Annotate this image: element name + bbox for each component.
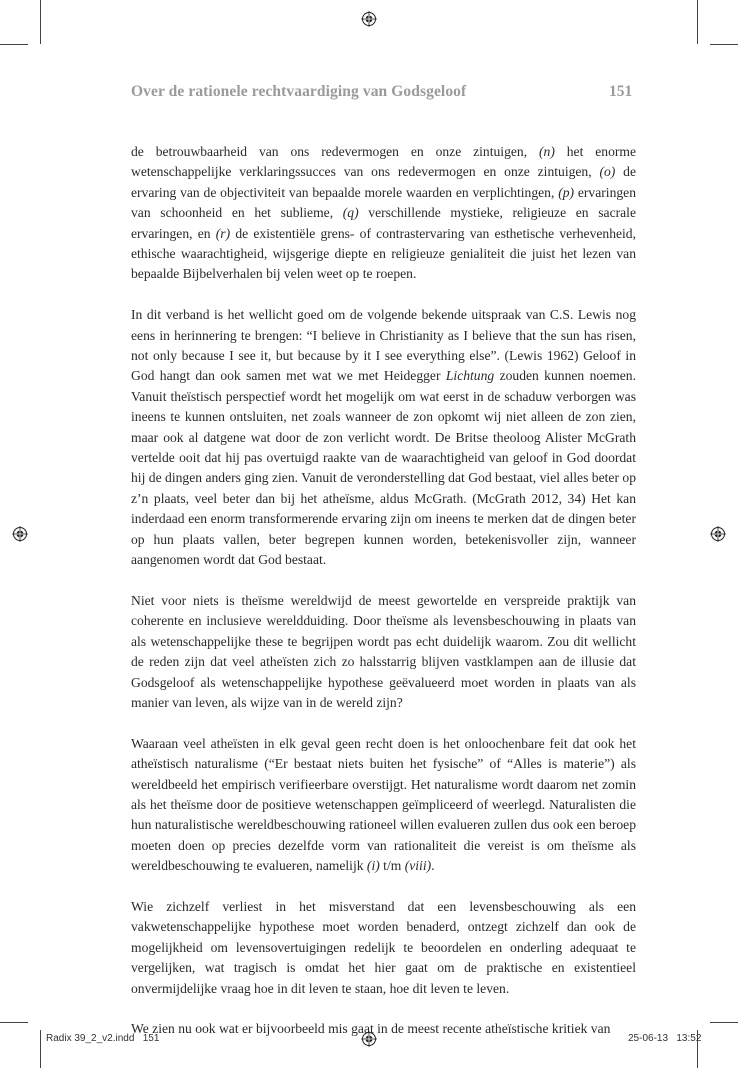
paragraph: Niet voor niets is theïsme wereldwijd de meest gewortelde en verspreide praktijk van coherente en inclusieve wereldduiding. Door theïsme als levensbeschouwing in plaats van als wetenschappelijke these te begrijpen wordt pas echt duidelijk waarom. Zou dit wellicht de reden zijn dat veel atheïsten zich zo halsstarrig blijven vastklampen aan de illusie dat Godsgeloof als wetenschappelijke hypothese geëvalueerd moet worden in plaats van als manier van leven, als wijze van in de wereld zijn? bbox=[131, 592, 636, 710]
crop-mark bbox=[0, 44, 28, 45]
registration-mark-icon bbox=[361, 11, 377, 27]
crop-mark bbox=[0, 1022, 28, 1023]
page-number: 151 bbox=[609, 83, 633, 100]
registration-mark-icon bbox=[710, 526, 726, 542]
crop-mark bbox=[710, 44, 738, 45]
crop-mark bbox=[40, 0, 41, 44]
body-text bbox=[131, 142, 636, 1040]
crop-mark bbox=[697, 0, 698, 44]
crop-mark bbox=[40, 1030, 41, 1068]
paragraph: de betrouwbaarheid van ons redevermogen en onze zintuigen, (n) het enorme wetenschappelijke verklaringssucces van ons redevermogen en onze zintuigen, (o) de ervaring van de objectiviteit van bepaalde morele waarden en verplichtingen, (p) ervaringen van schoonheid en het sublieme, (q) verschillende mystieke, religieuze en sacrale ervaringen, en (r) de existentiële grens- of contrastervaring van esthetische verhevenheid, ethische waarachtigheid, wijsgerige diepte en religieuze genialiteit die juist het lezen van bepaalde Bijbelverhalen bij velen weet op te roepen. bbox=[131, 144, 636, 282]
slug-timestamp: 25-06-13 13:52 bbox=[628, 1033, 702, 1044]
running-header-title: Over de rationele rechtvaardiging van Godsgeloof bbox=[131, 83, 467, 100]
paragraph: In dit verband is het wellicht goed om de volgende bekende uitspraak van C.S. Lewis nog eens in herinnering te brengen: “I believe in Christianity as I believe that the sun has risen, not only because I see it, but because by it I see everything else”. (Lewis 1962) Geloof in God hangt dan ook samen met wat we met Heidegger Lichtung zouden kunnen noemen. Vanuit theïstisch perspectief wordt het mogelijk om wat eerst in de schaduw verborgen was ineens te kunnen ontsluiten, net zoals wanneer de zon opkomt wij niet alleen de zon zien, maar ook al datgene wat door de zon verlicht wordt. De Britse theoloog Alister McGrath vertelde ooit dat hij pas overtuigd raakte van de waarachtigheid van geloof in God doordat hij de dingen anders ging zien. Vanuit de veronderstelling dat God bestaat, viel alles beter op z’n plaats, veel beter dan bij het atheïsme, aldus McGrath. (McGrath 2012, 34) Het kan inderdaad een enorm transformerende ervaring zijn om ineens te merken dat de dingen beter op hun plaats vallen, beter begrepen kunnen worden, betekenisvoller zijn, wanneer aangenomen wordt dat God bestaat. bbox=[131, 307, 636, 568]
crop-mark bbox=[710, 1022, 738, 1023]
registration-mark-icon bbox=[12, 526, 28, 542]
slug-filename: Radix 39_2_v2.indd 151 bbox=[46, 1033, 160, 1044]
paragraph: Waaraan veel atheïsten in elk geval geen recht doen is het onloochenbare feit dat ook het atheïstisch naturalisme (“Er bestaat niets buiten het fysische” of “Alles is materie”) als wereldbeeld het empirisch verifieerbare overstijgt. Het naturalisme wordt daarom net zomin als het theïsme door de positieve wetenschappen geïmpliceerd of weerlegd. Naturalisten die hun naturalistische wereldbeschouwing rationeel willen evalueren zullen dus ook een beroep moeten doen op precies dezelfde vorm van rationaliteit die vereist is om theïsme als wereldbeschouwing te evalueren, namelijk (i) t/m (viii). bbox=[131, 735, 636, 874]
paragraph: We zien nu ook wat er bijvoorbeeld mis gaat in de meest recente atheïstische kritiek van bbox=[131, 1021, 611, 1037]
paragraph: Wie zichzelf verliest in het misverstand dat een levensbeschouwing als een vakwetenschappelijke hypothese moet worden benaderd, ontzegt zichzelf dan ook de mogelijkheid om levensovertuigingen redelijk te beoordelen en onderling adequaat te vergelijken, wat tragisch is omdat het hier gaat om de praktische en existentieel onvermijdelijke vraag hoe in dit leven te staan, hoe dit leven te leven. bbox=[131, 898, 636, 996]
